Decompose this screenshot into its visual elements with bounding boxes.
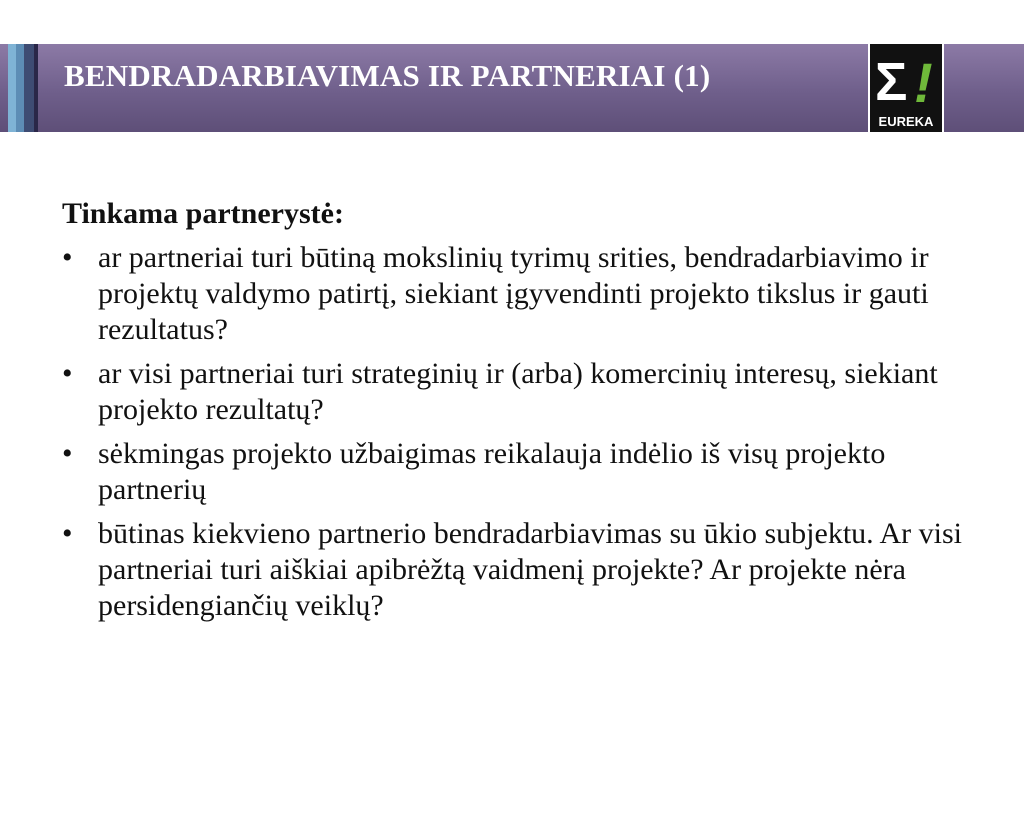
bullet-item [62, 240, 982, 348]
accent-stripe [34, 44, 38, 132]
bullet-text: ar partneriai turi būtiną mokslinių tyrimų srities, bendradarbiavimo ir projektų valdymo patirtį, siekiant įgyvendinti projekto tikslus ir gauti rezultatus? [98, 241, 929, 346]
bullet-item [62, 356, 982, 428]
bullet-list [62, 240, 982, 624]
bullet-mark: • [62, 357, 73, 390]
bullet-mark: • [62, 517, 73, 550]
bullet-text: sėkmingas projekto užbaigimas reikalauja indėlio iš visų projekto partnerių [98, 437, 886, 506]
bullet-item [62, 516, 982, 624]
svg-text:!: ! [914, 51, 933, 114]
bullet-text: ar visi partneriai turi strateginių ir (arba) komercinių interesų, siekiant projekto rezultatų? [98, 357, 938, 426]
bullet-text: būtinas kiekvieno partnerio bendradarbiavimas su ūkio subjektu. Ar visi partneriai turi aiškiai apibrėžtą vaidmenį projekte? Ar projekte nėra persidengiančių veiklų? [98, 517, 962, 622]
slide-content [62, 196, 982, 632]
eureka-logo-icon [868, 44, 944, 132]
svg-text:Σ: Σ [875, 52, 908, 112]
title-bar [0, 44, 1024, 132]
svg-text:EUREKA: EUREKA [878, 114, 934, 129]
accent-stripe [24, 44, 34, 132]
accent-stripe [8, 44, 16, 132]
bullet-item [62, 436, 982, 508]
accent-stripe [16, 44, 24, 132]
slide-title: BENDRADARBIAVIMAS IR PARTNERIAI (1) [64, 58, 711, 93]
bullet-mark: • [62, 241, 73, 274]
bullet-mark: • [62, 437, 73, 470]
section-heading: Tinkama partnerystė: [62, 197, 344, 230]
